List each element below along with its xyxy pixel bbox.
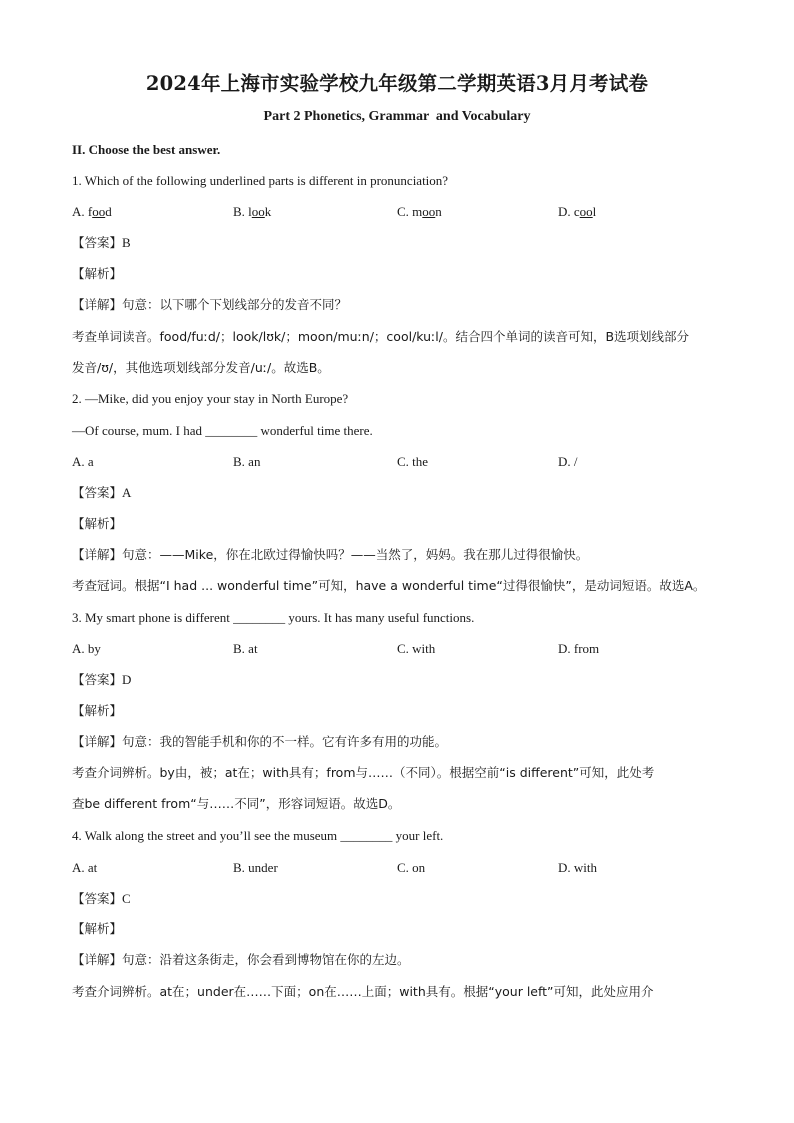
q1-detail-text: 句意：以下哪个下划线部分的发音不同？ (122, 297, 348, 312)
q3-explain-2: 查be different from“与……不同”，形容词短语。故选D。 (72, 796, 401, 811)
q2-answer (72, 484, 131, 502)
q3-answer-value: D (122, 672, 132, 687)
q1-option-d-post: l (592, 204, 597, 219)
q1-option-b (233, 203, 271, 221)
q2-option-a: A. a (72, 454, 94, 469)
q4-answer-value: C (122, 891, 131, 906)
q4-option-b: B. under (233, 860, 278, 875)
q4-option-d: D. with (558, 860, 597, 875)
part-heading: Part 2 Phonetics, Grammar and Vocabulary (263, 109, 531, 124)
q1-explain-1: 考查单词读音。food/fuːd/；look/lʊk/；moon/muːn/；cool/kuːl/。结合四个单词的读音可知，B选项划线部分 (72, 329, 690, 344)
detail-label: 【详解】 (72, 952, 123, 967)
q1-option-b-pre: B. l (233, 204, 252, 219)
q1-analysis-label: 【解析】 (72, 266, 123, 281)
q1-option-d-pre: D. c (558, 204, 580, 219)
q3-detail (72, 733, 447, 751)
q1-option-a-underlined: oo (92, 204, 106, 219)
q2-answer-value: A (122, 485, 132, 500)
q2-option-c: C. the (397, 454, 429, 469)
q1-stem: 1. Which of the following underlined parts is different in pronunciation? (72, 173, 449, 188)
q4-option-c: C. on (397, 860, 426, 875)
q3-analysis-label: 【解析】 (72, 703, 123, 718)
q2-stem-1: 2. —Mike, did you enjoy your stay in North Europe? (72, 391, 349, 406)
answer-label: 【答案】 (72, 485, 123, 500)
q1-answer (72, 234, 131, 252)
q1-option-d-underlined: oo (579, 204, 593, 219)
answer-label: 【答案】 (72, 235, 123, 250)
q4-explain: 考查介词辨析。at在；under在……下面；on在……上面；with具有。根据“your left”可知，此处应用介 (72, 984, 654, 999)
detail-label: 【详解】 (72, 734, 123, 749)
q3-detail-text: 句意：我的智能手机和你的不一样。它有许多有用的功能。 (122, 734, 448, 749)
q2-analysis-label: 【解析】 (72, 516, 123, 531)
q3-explain-1: 考查介词辨析。by由，被；at在；with具有；from与……（不同）。根据空前“is different”可知，此处考 (72, 765, 655, 780)
detail-label: 【详解】 (72, 547, 123, 562)
q1-option-a-post: d (105, 204, 112, 219)
q1-detail (72, 296, 347, 314)
q4-stem: 4. Walk along the street and you’ll see the museum ________ your left. (72, 828, 444, 843)
detail-label: 【详解】 (72, 297, 123, 312)
q2-option-b: B. an (233, 454, 261, 469)
document-title: 2024年上海市实验学校九年级第二学期英语3月月考试卷 (145, 72, 649, 95)
q1-option-d (558, 203, 596, 221)
q3-answer (72, 671, 131, 689)
q1-option-a (72, 203, 112, 221)
q3-option-b: B. at (233, 641, 258, 656)
q1-answer-value: B (122, 235, 131, 250)
answer-label: 【答案】 (72, 891, 123, 906)
q2-stem-2: —Of course, mum. I had ________ wonderful time there. (72, 423, 373, 438)
q1-option-a-pre: A. f (72, 204, 93, 219)
q1-option-b-post: k (264, 204, 272, 219)
q3-stem: 3. My smart phone is different ________ yours. It has many useful functions. (72, 610, 475, 625)
section-heading: II. Choose the best answer. (72, 142, 221, 157)
q1-option-c-pre: C. m (397, 204, 423, 219)
q2-explain: 考查冠词。根据“I had ... wonderful time”可知，have a wonderful time“过得很愉快”，是动词短语。故选A。 (72, 578, 706, 593)
q1-option-c-post: n (435, 204, 442, 219)
q1-option-c (397, 203, 442, 221)
q2-option-d: D. / (558, 454, 578, 469)
q4-detail-text: 句意：沿着这条街走，你会看到博物馆在你的左边。 (122, 952, 410, 967)
q4-answer (72, 890, 131, 908)
answer-label: 【答案】 (72, 672, 123, 687)
q1-option-c-underlined: oo (422, 204, 436, 219)
q2-detail-text: 句意：——Mike，你在北欧过得愉快吗？——当然了，妈妈。我在那儿过得很愉快。 (122, 547, 589, 562)
q4-analysis-label: 【解析】 (72, 921, 123, 936)
q4-detail (72, 951, 410, 969)
q1-option-b-underlined: oo (251, 204, 265, 219)
q3-option-a: A. by (72, 641, 101, 656)
q4-option-a: A. at (72, 860, 98, 875)
q2-detail (72, 546, 588, 564)
q1-explain-2: 发音/ʊ/，其他选项划线部分发音/uː/。故选B。 (72, 360, 330, 375)
q3-option-d: D. from (558, 641, 600, 656)
q3-option-c: C. with (397, 641, 436, 656)
